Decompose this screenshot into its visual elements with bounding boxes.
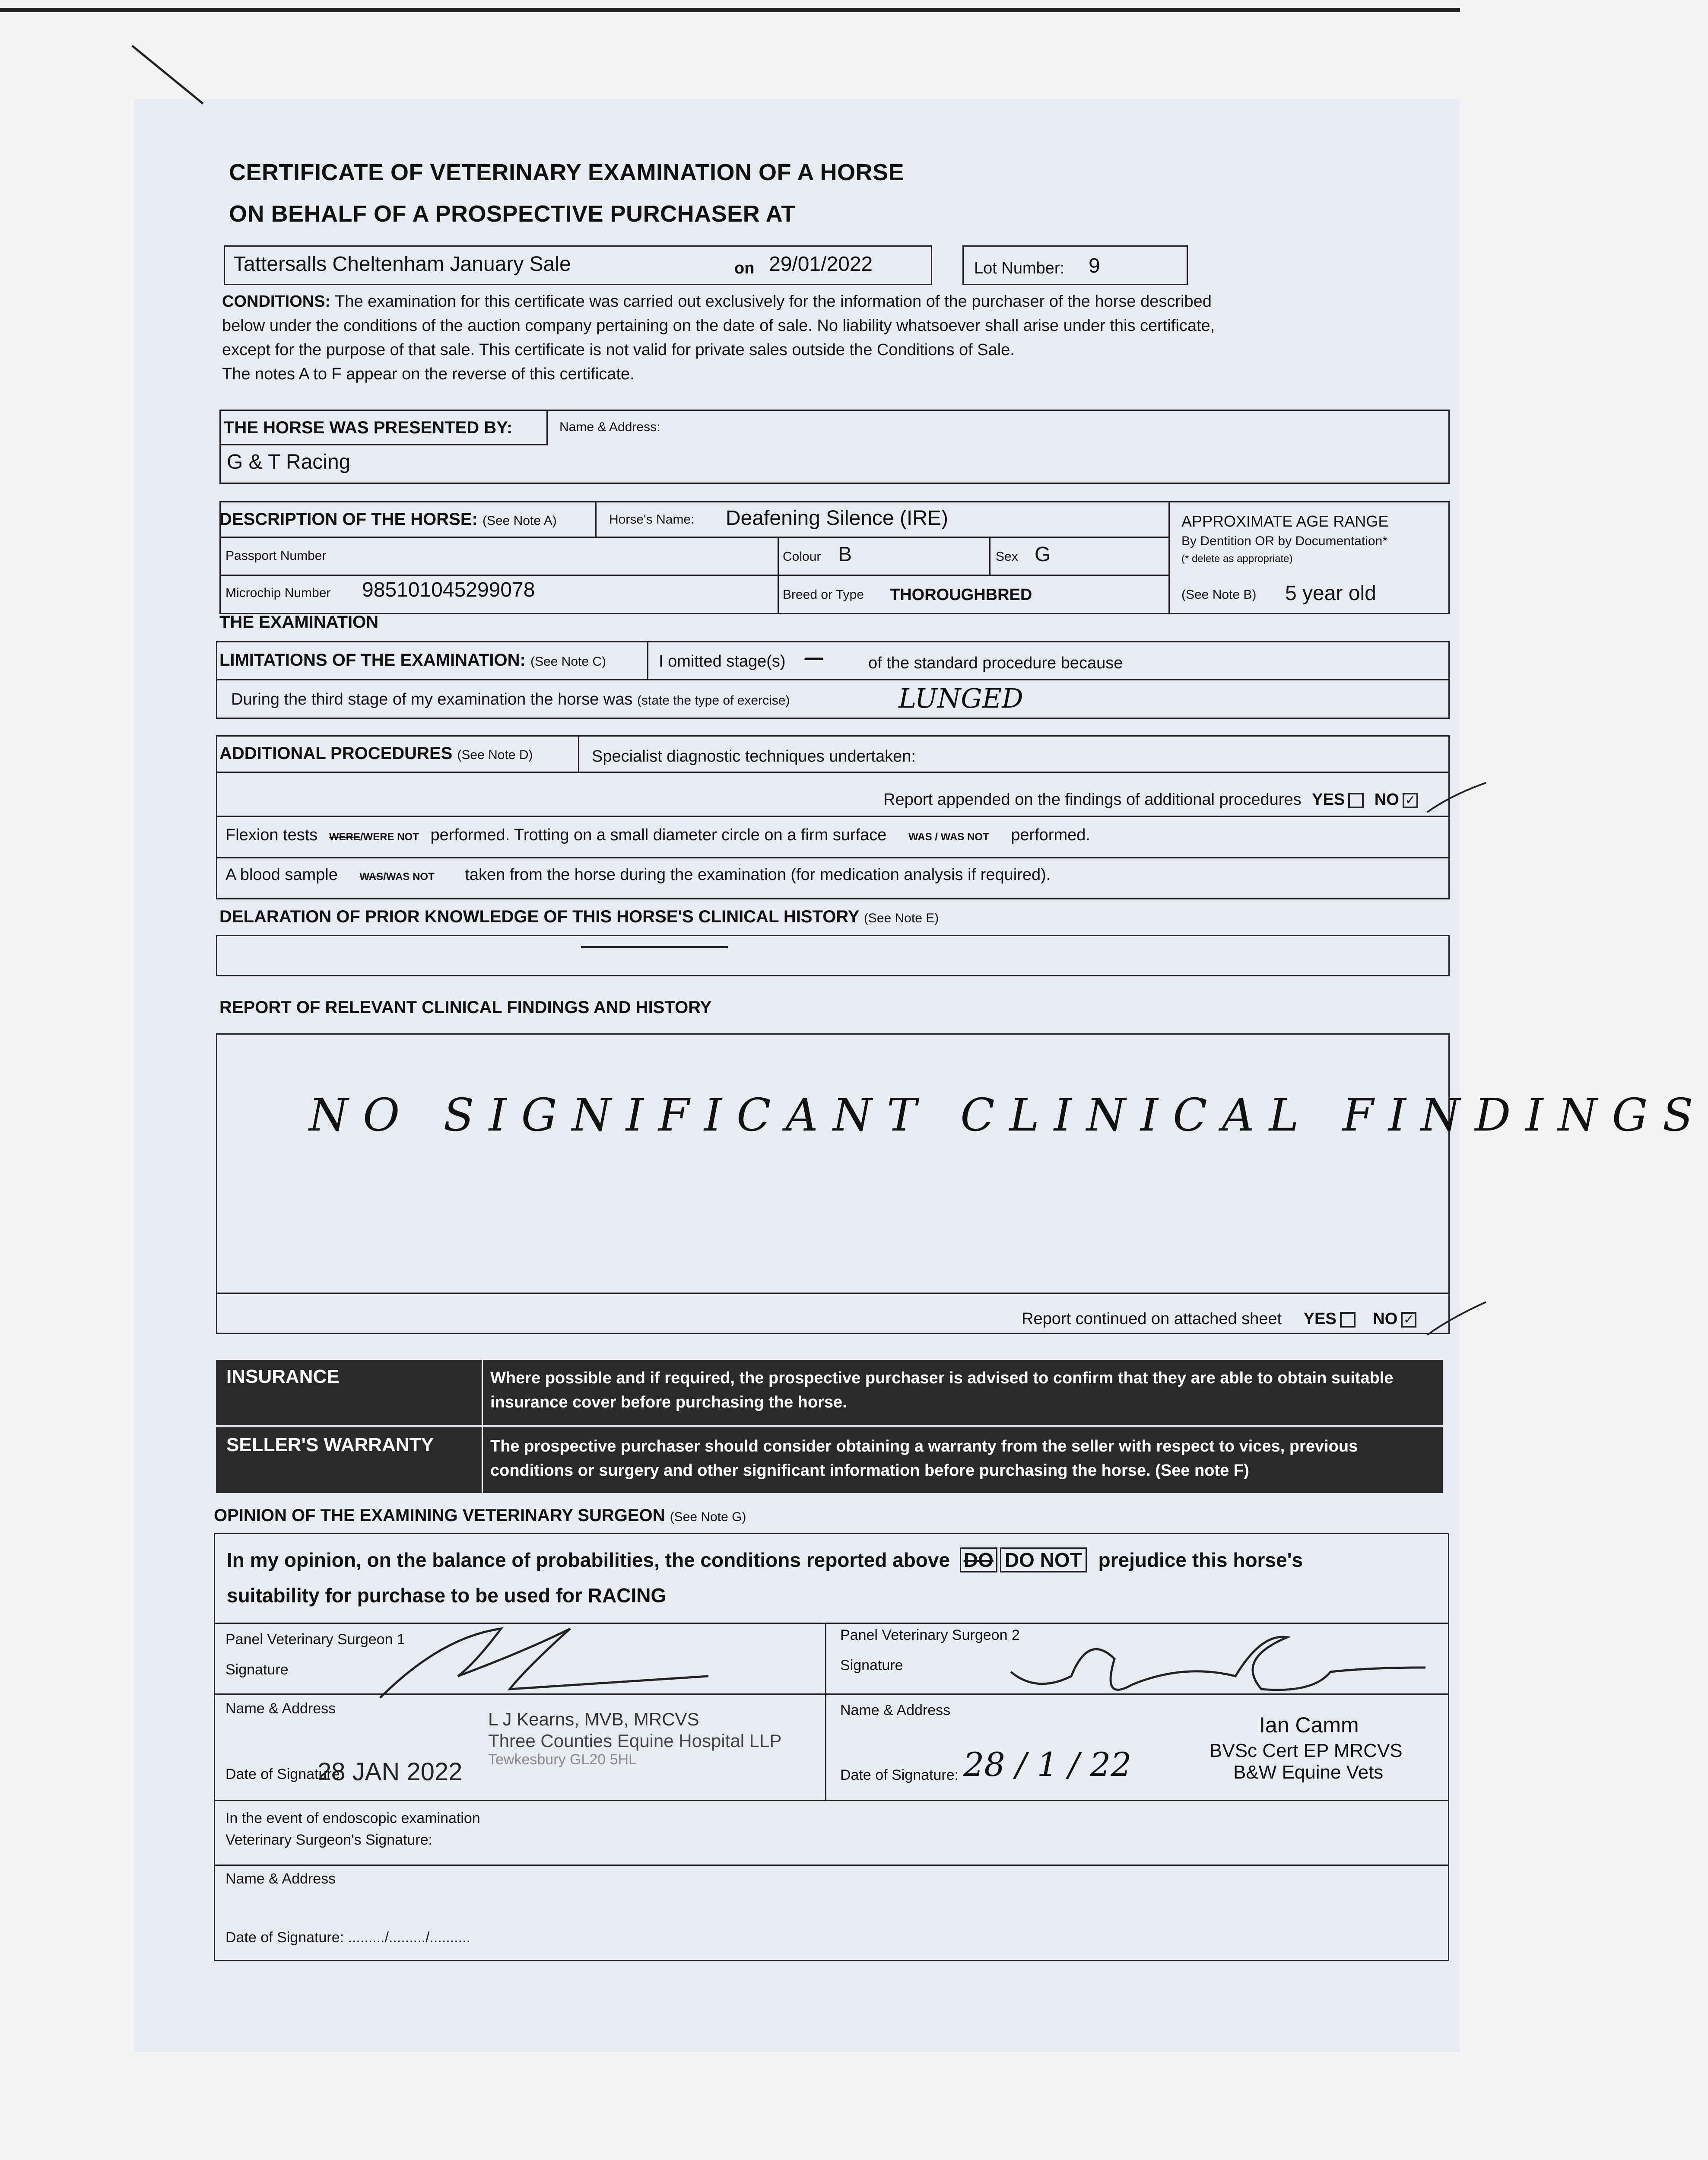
- third-stage-label: During the third stage of my examination the horse was (state the type of exercise): [231, 690, 790, 708]
- horse-name: Deafening Silence (IRE): [726, 507, 948, 530]
- surgeon2-name-label: Name & Address: [840, 1702, 951, 1718]
- opinion-line-2: suitability for purchase to be used for RACING: [227, 1584, 667, 1607]
- warranty-key: SELLER'S WARRANTY: [226, 1434, 434, 1455]
- continued-yes-checkbox[interactable]: [1340, 1312, 1356, 1328]
- surgeon2-name: Ian Camm: [1259, 1713, 1359, 1737]
- surgeon2-signature: [1002, 1624, 1434, 1711]
- conditions-line-4: The notes A to F appear on the reverse of this certificate.: [222, 365, 635, 383]
- report-continued: Report continued on attached sheet YES NO✓: [1022, 1310, 1416, 1328]
- sale-date: 29/01/2022: [769, 253, 873, 276]
- specialist-label: Specialist diagnostic techniques undertaken:: [592, 747, 916, 766]
- presented-value: G & T Racing: [227, 451, 351, 473]
- scan-mark-corner: [130, 43, 216, 112]
- breed-label: Breed or Type: [783, 588, 864, 602]
- declaration-field: [216, 935, 1450, 976]
- insurance-row: [216, 1360, 1443, 1425]
- presented-name-label: Name & Address:: [559, 420, 660, 434]
- microchip-value: 985101045299078: [362, 578, 535, 601]
- declaration-label: DELARATION OF PRIOR KNOWLEDGE OF THIS HORSE'S CLINICAL HISTORY (See Note E): [219, 907, 939, 926]
- blood-line: A blood sample WAS/WAS NOT taken from the horse during the examination (for medication analysis if required).: [225, 866, 1051, 884]
- colour-label: Colour: [783, 550, 821, 564]
- presented-table: [219, 410, 1450, 484]
- surgeon1-stamp-3: Tewkesbury GL20 5HL: [488, 1751, 637, 1768]
- declaration-dash: [581, 946, 728, 948]
- do-not-box: DO NOT: [1000, 1547, 1087, 1572]
- endoscopic-name-label: Name & Address: [225, 1871, 336, 1887]
- omitted-tail: of the standard procedure because: [868, 654, 1123, 672]
- conditions-line-1: The examination for this certificate was carried out exclusively for the information of the purchaser of the horse described: [335, 292, 1212, 311]
- age-value: 5 year old: [1285, 582, 1376, 605]
- surgeon2-signature-label: Signature: [840, 1657, 903, 1674]
- age-title: APPROXIMATE AGE RANGE: [1181, 512, 1389, 530]
- third-stage-value: LUNGED: [898, 683, 1023, 714]
- surgeon2-title: Panel Veterinary Surgeon 2: [840, 1627, 1020, 1643]
- age-delete: (* delete as appropriate): [1181, 553, 1293, 565]
- sex-label: Sex: [996, 550, 1018, 564]
- sex-value: G: [1035, 543, 1051, 566]
- surgeon1-date: 28 JAN 2022: [317, 1758, 463, 1786]
- endoscopic-date-label: Date of Signature: ........./........./..........: [225, 1929, 470, 1946]
- title-line-1: CERTIFICATE OF VETERINARY EXAMINATION OF A HORSE: [229, 159, 905, 185]
- surgeon2-date: 28 / 1 / 22: [963, 1745, 1132, 1784]
- insurance-line-2: insurance cover before purchasing the horse.: [490, 1393, 847, 1411]
- surgeon2-quals: BVSc Cert EP MRCVS: [1210, 1740, 1403, 1761]
- colour-value: B: [838, 543, 852, 566]
- report-label: REPORT OF RELEVANT CLINICAL FINDINGS AND HISTORY: [219, 998, 712, 1017]
- surgeon1-signature-label: Signature: [225, 1661, 289, 1678]
- warranty-row: [216, 1427, 1443, 1493]
- conditions-line-2: below under the conditions of the auction company pertaining on the date of sale. No liability whatsoever shall arise under this certificate,: [222, 317, 1215, 335]
- title-line-2: ON BEHALF OF A PROSPECTIVE PURCHASER AT: [229, 201, 796, 227]
- lot-label: Lot Number:: [974, 259, 1065, 277]
- surgeon1-stamp-2: Three Counties Equine Hospital LLP: [488, 1731, 782, 1751]
- opinion-line-1: In my opinion, on the balance of probabilities, the conditions reported above DO DO NOT prejudice this horse's: [227, 1548, 1303, 1572]
- surgeon1-stamp-1: L J Kearns, MVB, MRCVS: [488, 1709, 699, 1729]
- horse-name-label: Horse's Name:: [609, 512, 695, 527]
- surgeon1-name-label: Name & Address: [225, 1700, 336, 1717]
- warranty-line-2: conditions or surgery and other significant information before purchasing the horse. (See note F): [490, 1461, 1249, 1480]
- surgeon2-date-label: Date of Signature:: [840, 1767, 959, 1783]
- conditions-line-3: except for the purpose of that sale. This certificate is not valid for private sales outside the Conditions of Sale.: [222, 341, 1015, 359]
- report-field: [216, 1033, 1450, 1334]
- surgeon1-signature: [346, 1611, 734, 1706]
- scan-mark-top: [0, 8, 1460, 12]
- omitted-value: —: [803, 645, 824, 670]
- flexion-line: Flexion tests WERE/WERE NOT performed. Trotting on a small diameter circle on a firm surface WAS / WAS NOT performed.: [225, 826, 1090, 844]
- limitations-label: LIMITATIONS OF THE EXAMINATION: (See Note C): [219, 651, 606, 670]
- examination-label: THE EXAMINATION: [219, 613, 379, 632]
- endoscopic-line-2: Veterinary Surgeon's Signature:: [225, 1832, 433, 1848]
- report-handwritten: NO SIGNIFICANT CLINICAL FINDINGS: [309, 1089, 1708, 1141]
- lot-number: 9: [1089, 254, 1100, 277]
- breed-value: THOROUGHBRED: [890, 586, 1032, 604]
- presented-label: THE HORSE WAS PRESENTED BY:: [224, 418, 513, 437]
- sale-name: Tattersalls Cheltenham January Sale: [233, 253, 571, 276]
- conditions-label: CONDITIONS:: [222, 292, 331, 311]
- age-by: By Dentition OR by Documentation*: [1181, 534, 1387, 548]
- endoscopic-line-1: In the event of endoscopic examination: [225, 1810, 480, 1826]
- age-note: (See Note B): [1181, 588, 1257, 602]
- appended-yes-checkbox[interactable]: [1348, 793, 1364, 808]
- opinion-label: OPINION OF THE EXAMINING VETERINARY SURGEON (See Note G): [214, 1506, 746, 1525]
- additional-label: ADDITIONAL PROCEDURES (See Note D): [219, 744, 533, 763]
- continued-no-checkbox[interactable]: [1401, 1312, 1416, 1328]
- surgeon1-title: Panel Veterinary Surgeon 1: [225, 1631, 405, 1648]
- do-struck: DO: [960, 1547, 997, 1572]
- warranty-line-1: The prospective purchaser should consider obtaining a warranty from the seller with respect to vices, previous: [490, 1437, 1358, 1455]
- report-appended: Report appended on the findings of additional procedures YES NO✓: [883, 791, 1418, 809]
- tick-stroke-2: [1425, 1296, 1490, 1339]
- tick-stroke-1: [1425, 778, 1490, 816]
- insurance-key: INSURANCE: [226, 1366, 340, 1387]
- sale-on-label: on: [734, 259, 755, 277]
- omitted-label: I omitted stage(s): [659, 652, 786, 670]
- surgeon2-practice: B&W Equine Vets: [1233, 1762, 1384, 1783]
- surgeon1-date-label: Date of Signature:: [225, 1766, 344, 1782]
- conditions-text: [222, 289, 1414, 386]
- insurance-line-1: Where possible and if required, the prospective purchaser is advised to confirm that they are able to obtain suitable: [490, 1369, 1394, 1387]
- passport-label: Passport Number: [225, 549, 327, 563]
- description-label: DESCRIPTION OF THE HORSE: (See Note A): [219, 510, 557, 529]
- appended-no-checkbox[interactable]: [1403, 793, 1418, 808]
- microchip-label: Microchip Number: [225, 586, 331, 600]
